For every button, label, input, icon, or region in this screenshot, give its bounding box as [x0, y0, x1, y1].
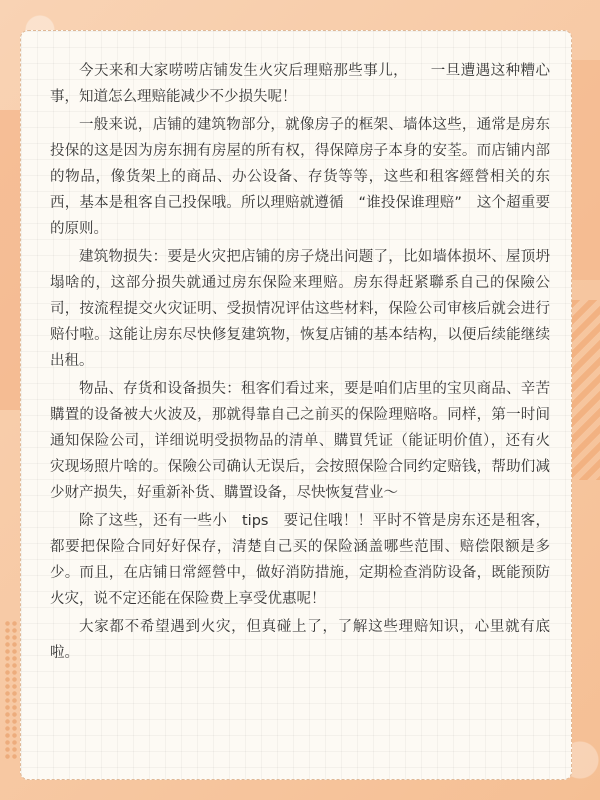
- article-body: [50, 58, 550, 668]
- paragraph-conclusion: 大家都不希望遇到火灾，但真碰上了，了解这些理赔知识，心里就有底啦。: [50, 619, 550, 661]
- paragraph-goods-loss: 物品、存货和设备损失：租客们看过来，要是咱们店里的宝贝商品、辛苦購置的设备被大火波及，那就得靠自己之前买的保险理赔咯。同样，第一时间通知保险公司，详细说明受损物品的清单、購買凭证（能证明价值），还有火灾现场照片啥的。保險公司确认无误后，会按照保险合同约定赔钱，帮助们减少财产损失，好重新补货、購置设备，尽快恢复营业～: [50, 381, 550, 501]
- paragraph-building-loss: 建筑物损失：要是火灾把店铺的房子烧出问题了，比如墙体损坏、屋顶坍塌啥的，这部分损失就通过房东保险来理赔。房东得赶紧聯系自己的保險公司，按流程提交火灾证明、受损情况评估这些材料，保险公司审核后就会进行赔付啦。这能让房东尽快修复建筑物，恢复店铺的基本结构，以便后续能继续出租。: [50, 249, 550, 369]
- background-dots: [4, 620, 18, 760]
- paragraph-tips: 除了这些，还有一些小 tips 要记住哦！！平时不管是房东还是租客，都要把保险合同好好保存，清楚自己买的保险涵盖哪些范围、赔偿限额是多少。而且，在店铺日常經營中，做好消防措施，定期检查消防设备，既能预防火灾，说不定还能在保险费上享受优惠呢！: [50, 513, 550, 607]
- background-stripes: [572, 300, 600, 480]
- paragraph-general: 一般来说，店铺的建筑物部分，就像房子的框架、墙体这些，通常是房东投保的这是因为房东拥有房屋的所有权，得保障房子本身的安荃。而店铺内部的物品，像货架上的商品、办公设备、存货等等，这些和租客經營相关的东西，基本是租客自己投保哦。所以理赔就遵循 “谁投保谁理赔” 这个超重要的原则。: [50, 117, 550, 237]
- paragraph-intro: 今天来和大家唠唠店铺发生火灾后理赔那些事儿， 一旦遭遇这种糟心事，知道怎么理赔能减少不少损失呢！: [50, 63, 550, 105]
